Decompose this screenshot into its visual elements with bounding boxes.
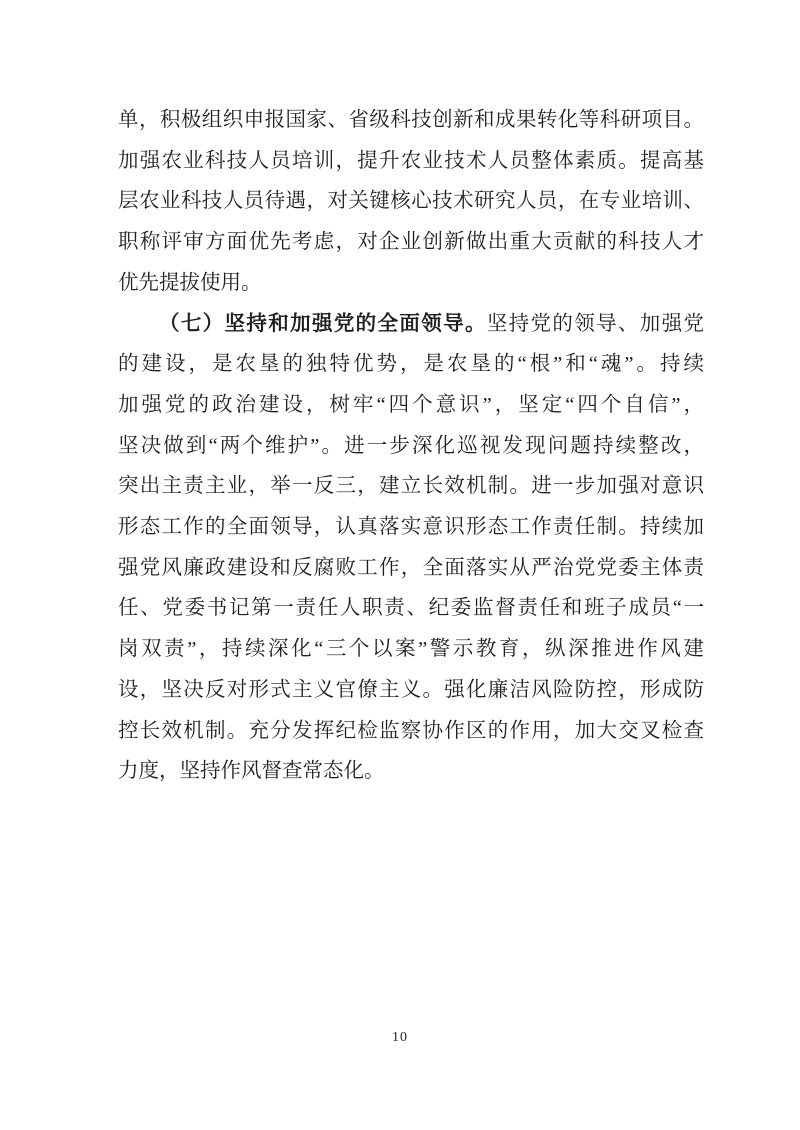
- body-line: 强党风廉政建设和反腐败工作，全面落实从严治党党委主体责: [118, 556, 704, 579]
- body-line: 控长效机制。充分发挥纪检监察协作区的作用，加大交叉检查: [118, 719, 704, 742]
- body-line: 形态工作的全面领导，认真落实意识形态工作责任制。持续加: [118, 516, 704, 539]
- section-first-line: [118, 304, 704, 345]
- section-first-line-text: 坚持党的领导、加强党: [486, 312, 704, 335]
- body-line: 的建设，是农垦的独特优势，是农垦的“根”和“魂”。持续: [118, 353, 704, 376]
- paragraph-end-line: 优先提拔使用。: [118, 271, 262, 294]
- body-line: 任、党委书记第一责任人职责、纪委监督责任和班子成员“一: [118, 597, 704, 620]
- page-number: 10: [392, 1030, 408, 1045]
- paragraph-end-line: 力度，坚持作风督查常态化。: [118, 760, 385, 783]
- body-line: 设，坚决反对形式主义官僚主义。强化廉洁风险防控，形成防: [118, 678, 704, 701]
- body-line: 突出主责主业，举一反三，建立长效机制。进一步加强对意识: [118, 475, 704, 498]
- body-line: 职称评审方面优先考虑，对企业创新做出重大贡献的科技人才: [118, 231, 704, 254]
- section-heading: （七）坚持和加强党的全面领导。: [159, 312, 487, 335]
- body-line: 岗双责”，持续深化“三个以案”警示教育，纵深推进作风建: [118, 638, 704, 661]
- body-line: 层农业科技人员待遇，对关键核心技术研究人员，在专业培训、: [118, 190, 704, 213]
- body-line: 单，积极组织申报国家、省级科技创新和成果转化等科研项目。: [118, 109, 704, 131]
- body-text: [118, 100, 704, 792]
- body-line: 加强党的政治建设，树牢“四个意识”，坚定“四个自信”，: [118, 393, 704, 416]
- body-line: 加强农业科技人员培训，提升农业技术人员整体素质。提高基: [118, 149, 704, 172]
- body-line: 坚决做到“两个维护”。进一步深化巡视发现问题持续整改，: [118, 434, 704, 457]
